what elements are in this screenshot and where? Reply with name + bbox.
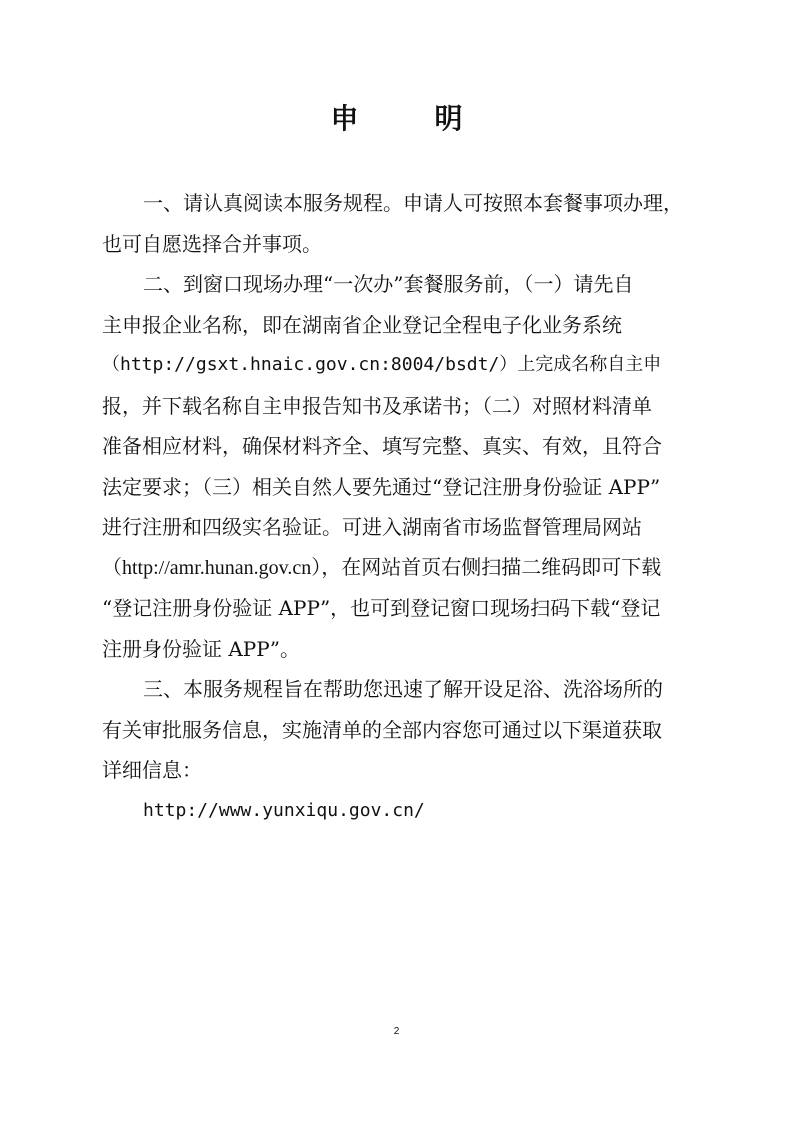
paragraph-line: 一、请认真阅读本服务规程。申请人可按照本套餐事项办理， xyxy=(143,191,683,215)
document-title: 申 明 xyxy=(330,102,487,135)
paragraph-line: 法定要求；（三）相关自然人要先通过“登记注册身份验证 APP” xyxy=(102,474,661,499)
paragraph-line: “登记注册身份验证 APP”，也可到登记窗口现场扫码下载“登记 xyxy=(102,596,661,620)
paragraph-service-info xyxy=(102,669,702,791)
document-body xyxy=(102,183,702,831)
paragraph-line: 准备相应材料，确保材料齐全、填写完整、真实、有效，且符合 xyxy=(102,434,662,458)
page-number: 2 xyxy=(393,1026,400,1037)
paragraph-reading-instructions xyxy=(102,183,702,264)
paragraph-line: 主申报企业名称，即在湖南省企业登记全程电子化业务系统 xyxy=(102,312,622,337)
paragraph-line: 详细信息： xyxy=(102,758,202,782)
paragraph-window-procedure xyxy=(102,264,702,669)
paragraph-line: 报，并下载名称自主申报告知书及承诺书；（二）对照材料清单 xyxy=(102,393,652,418)
website-link[interactable]: http://www.yunxiqu.gov.cn/ xyxy=(143,799,425,821)
paragraph-line-with-url: （http://amr.hunan.gov.cn），在网站首页右侧扫描二维码即可下载 xyxy=(102,556,662,579)
paragraph-line: 注册身份验证 APP”。 xyxy=(102,636,300,661)
paragraph-line: 三、本服务规程旨在帮助您迅速了解开设足浴、洗浴场所的 xyxy=(143,677,663,701)
paragraph-line: 也可自愿选择合并事项。 xyxy=(102,231,322,256)
paragraph-line: 有关审批服务信息，实施清单的全部内容您可通过以下渠道获取 xyxy=(102,717,662,742)
paragraph-line: 二、到窗口现场办理“一次办”套餐服务前，（一）请先自 xyxy=(143,272,634,296)
paragraph-line-with-url: （http://gsxt.hnaic.gov.cn:8004/bsdt/）上完成名称自主申 xyxy=(102,354,662,375)
paragraph-line: 进行注册和四级实名验证。可进入湖南省市场监督管理局网站 xyxy=(102,515,642,539)
